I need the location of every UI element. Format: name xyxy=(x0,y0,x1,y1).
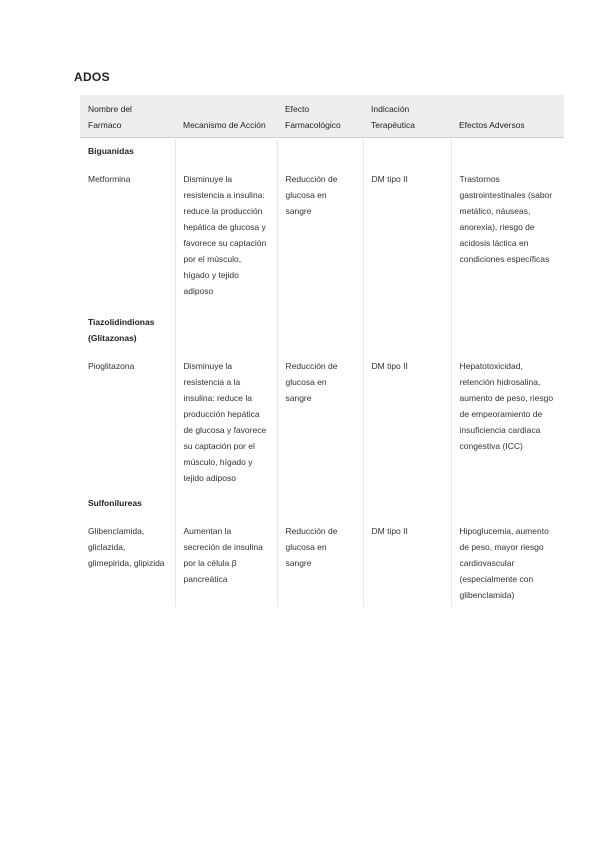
drug-table xyxy=(80,95,564,607)
table-row xyxy=(80,349,564,490)
group-row xyxy=(80,138,564,163)
table-row xyxy=(80,514,564,607)
group-name: Sulfonilureas xyxy=(88,498,142,508)
page-heading: ADOS xyxy=(74,70,110,84)
effect-cell: Reducción de glucosa en sangre xyxy=(277,514,363,607)
group-row xyxy=(80,490,564,514)
group-name: Biguanidas xyxy=(88,146,134,156)
mechanism-cell: Aumentan la secreción de insulina por la célula β pancreática xyxy=(175,514,277,607)
column-header-mechanism: Mecanismo de Acción xyxy=(175,95,277,138)
column-header-drug-name: Nombre del Farmaco xyxy=(80,95,175,138)
group-row xyxy=(80,309,564,349)
drug-name-cell: Metformina xyxy=(88,174,131,184)
mechanism-cell: Disminuye la resistencia a insulina: reduce la producción hepática de glucosa y favorece su captación por el músculo, hígado y tejido adiposo xyxy=(175,162,277,303)
column-header-adverse-effects: Efectos Adversos xyxy=(451,95,564,138)
table-row xyxy=(80,162,564,303)
column-header-indication: Indicación Terapéutica xyxy=(363,95,451,138)
effect-cell: Reducción de glucosa en sangre xyxy=(277,349,363,490)
group-name: Tiazolidindionas (Glitazonas) xyxy=(88,317,155,343)
effect-cell: Reducción de glucosa en sangre xyxy=(277,162,363,303)
adverse-effects-cell: Hipoglucemia, aumento de peso, mayor riesgo cardiovascular (especialmente con glibenclamida) xyxy=(451,514,564,607)
drug-name-cell: Pioglitazona xyxy=(88,361,135,371)
drug-name-cell: Glibenclamida, gliclazida, glimepirida, glipizida xyxy=(88,526,165,568)
column-header-effect: Efecto Farmacológico xyxy=(277,95,363,138)
indication-cell: DM tipo II xyxy=(363,514,451,607)
adverse-effects-cell: Hepatotoxicidad, retención hidrosalina, aumento de peso, riesgo de empeoramiento de insuficiencia cardiaca congestiva (ICC) xyxy=(451,349,564,490)
mechanism-cell: Disminuye la resistencia a la insulina: reduce la producción hepática de glucosa y favorece su captación por el músculo, hígado y tejido adiposo xyxy=(175,349,277,490)
table-header-row xyxy=(80,95,564,138)
indication-cell: DM tipo II xyxy=(363,162,451,303)
adverse-effects-cell: Trastornos gastrointestinales (sabor metálico, náuseas, anorexia), riesgo de acidosis láctica en condiciones específicas xyxy=(451,162,564,303)
indication-cell: DM tipo II xyxy=(363,349,451,490)
